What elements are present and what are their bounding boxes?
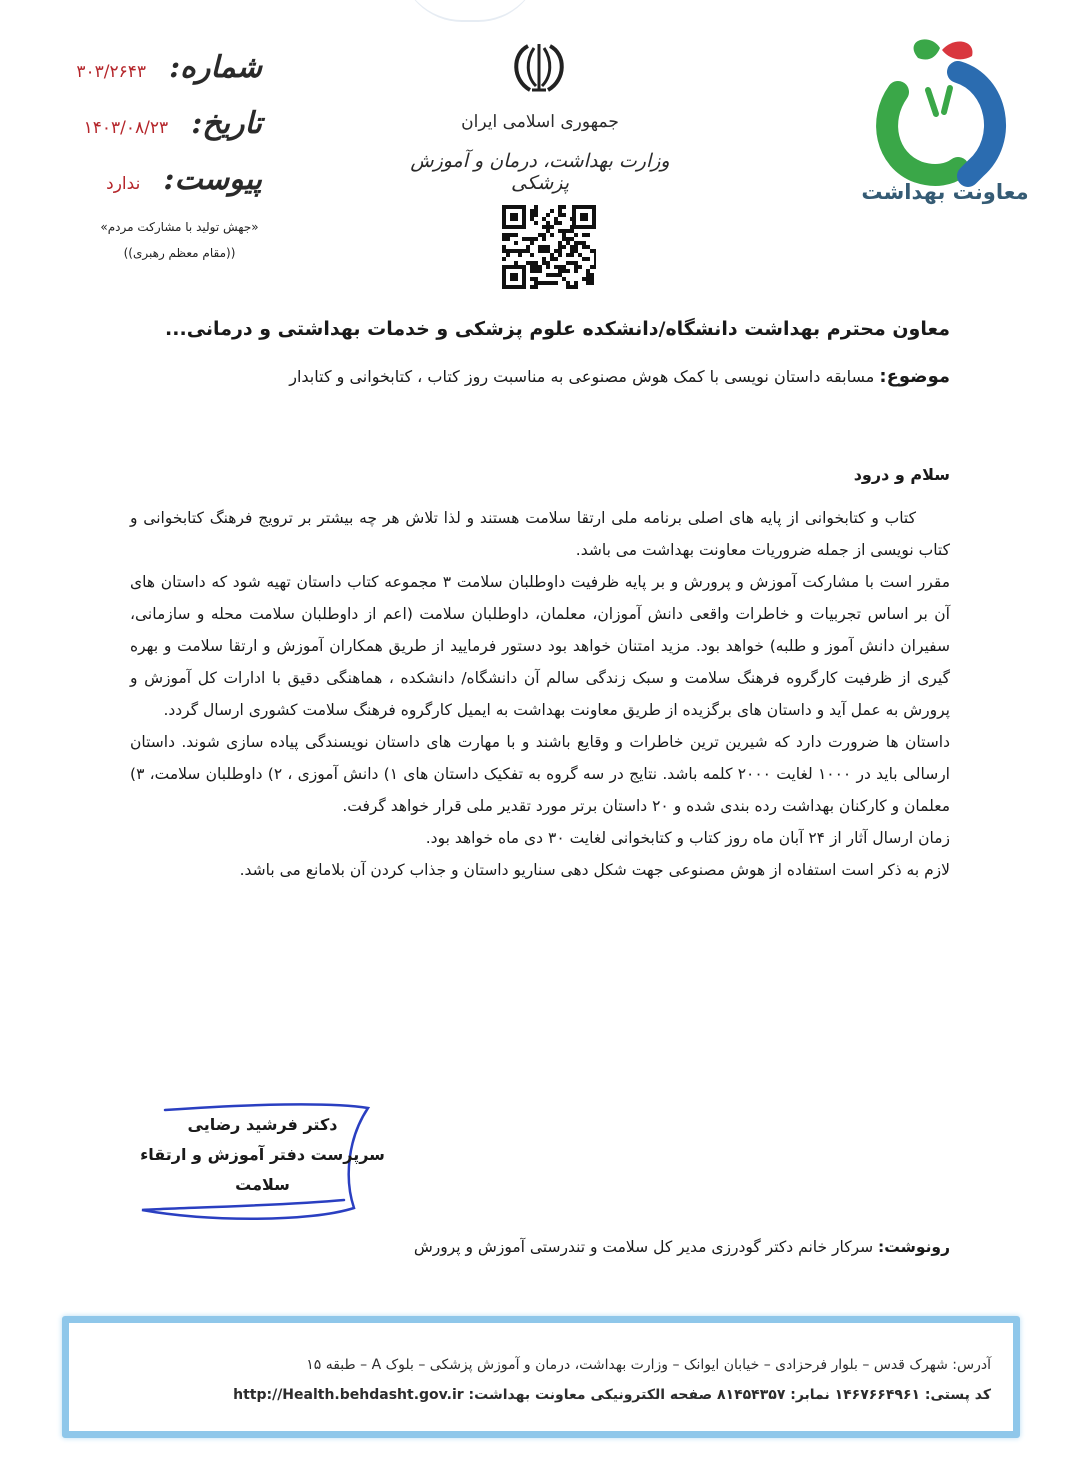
number-value: ۳۰۳/۲۶۴۳ [76,62,146,82]
attachment-value: ندارد [106,174,141,194]
paragraph: لازم به ذکر است استفاده از هوش مصنوعی جهت شکل دهی سناریو داستان و جذاب کردن آن بلامانع می باشد. [239,861,950,879]
date-value: ۱۴۰۳/۰۸/۲۳ [83,118,169,138]
slogan [92,214,267,266]
subject-label: موضوع: [879,366,950,387]
paragraph: مقرر است با مشارکت آموزش و پرورش و بر پایه ظرفیت داوطلبان سلامت ۳ مجموعه کتاب داستان تهیه شود که داستان های آن بر اساس تجربیات و خاطرات واقعی دانش آموزان، معلمان، داوطلبان سلامت (اعم از داوطلبان سلامت محله و سازمانی، سفیران دانش آموز و طلبه) خواهد بود. مزید امتنان خواهد بود دستور فرمایید از طریق همکاران آموزش و ارتقا سلامت و بهره گیری از ظرفیت کارگروه فرهنگ سلامت و سبک زندگی سالم آن دانشگاه/ دانشکده ، هماهنگی دقیق با ادارات کل آموزش و پرورش به عمل آید و داستان های برگزیده از طریق معاونت بهداشت به ایمیل کارگروه فرهنگ سلامت کشوری ارسال گردد. [130,573,951,719]
letter-body [130,502,950,886]
attachment-row [106,162,262,197]
logo-caption: معاونت بهداشت [861,180,1029,204]
date-label: تاریخ: [191,106,262,141]
paragraph: زمان ارسال آثار از ۲۴ آبان ماه روز کتاب و کتابخوانی لغایت ۳۰ دی ماه خواهد بود. [425,829,950,847]
subject-text: مسابقه داستان نویسی با کمک هوش مصنوعی به مناسبت روز کتاب ، کتابخوانی و کتابدار [289,367,880,386]
addressee: معاون محترم بهداشت دانشگاه/دانشکده علوم پزشکی و خدمات بهداشتی و درمانی... [165,318,950,340]
cc-label: رونوشت: [878,1238,950,1256]
number-row [76,50,262,85]
footer-box [62,1316,1020,1438]
footer-address: آدرس: شهرک قدس – بلوار فرحزادی – خیابان ایوانک – وزارت بهداشت، درمان و آموزش پزشکی – بلوک A – طبقه ۱۵ [306,1357,991,1373]
carbon-copy [414,1238,950,1256]
signature-block [140,1110,385,1200]
top-decoration [400,0,540,22]
gov-line-2: وزارت بهداشت، درمان و آموزش پزشکی [410,150,670,194]
qr-code-icon[interactable] [502,205,596,289]
signer-name: دکتر فرشید رضایی [187,1115,338,1134]
cc-text: سرکار خانم دکتر گودرزی مدیر کل سلامت و تندرستی آموزش و پرورش [413,1238,879,1256]
gov-line-1: جمهوری اسلامی ایران [461,112,619,132]
attachment-label: پیوست: [163,162,262,197]
paragraph: کتاب و کتابخوانی از پایه های اصلی برنامه ملی ارتقا سلامت هستند و لذا تلاش هر چه بیشتر بر ترویج فرهنگ کتابخوانی و کتاب نویسی از جمله ضروریات معاونت بهداشت می باشد. [130,509,950,559]
signer-title: سرپرست دفتر آموزش و ارتقاء سلامت [140,1145,385,1194]
subject-line [289,366,950,387]
greeting: سلام و درود [853,465,950,484]
slogan-line-2: ((مقام معظم رهبری)) [123,246,236,260]
paragraph: داستان ها ضرورت دارد که شیرین ترین خاطرات و وقایع باشند و با مهارت های داستان نویسندگی پیاده سازی شوند. داستان ارسالی باید در ۱۰۰۰ لغایت ۲۰۰۰ کلمه باشد. نتایج در سه گروه به تفکیک داستان های ۱) دانش آموزی ، ۲) داوطلبان سلامت، ۳) معلمان و کارکنان بهداشت رده بندی شده و ۲۰ داستان برتر مورد تقدیر ملی قرار خواهد گرفت. [130,733,950,815]
footer-contact[interactable]: کد پستی: ۱۴۶۷۶۶۴۹۶۱ نمابر: ۸۱۴۵۴۳۵۷ صفحه الکترونیکی معاونت بهداشت: http://Health.behdasht.gov.ir [233,1387,991,1403]
ministry-heading [380,112,700,194]
date-row [84,106,262,141]
number-label: شماره: [169,50,262,85]
iran-emblem-icon [508,40,570,94]
slogan-line-1: «جهش تولید با مشارکت مردم» [100,220,259,234]
